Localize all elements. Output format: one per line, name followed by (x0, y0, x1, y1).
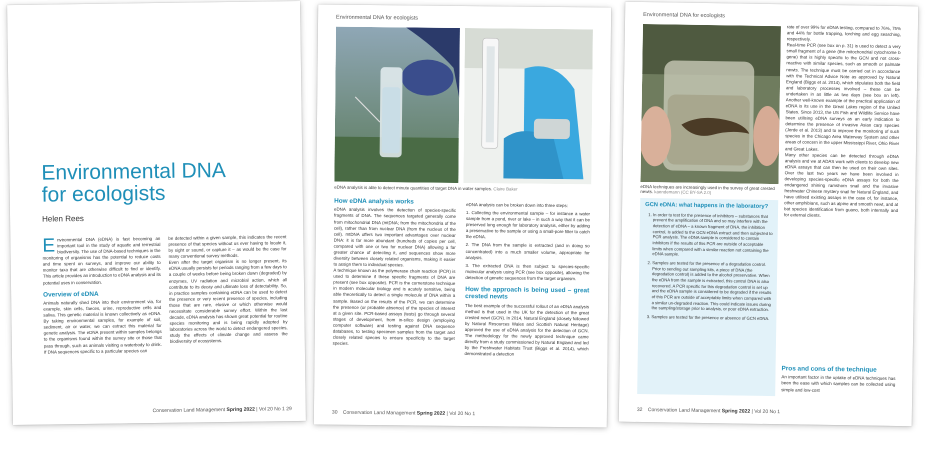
step-text-1: Collecting the environmental sample – for instance a water sample from a pond, river or lake – in such a way that it can be preserved long enough for laboratory analysis, either by adding a preservative to the sample or using a small-pore filter to catch the eDNA. (465, 210, 591, 240)
drop-cap: E (42, 235, 56, 257)
article-title (41, 160, 226, 207)
footer-issue: Spring 2022 (721, 408, 751, 415)
footer-journal: Conservation Land Management (342, 409, 416, 417)
page-footer: Conservation Land Management Spring 2022 | Vol 20 No 1 29 (152, 406, 292, 415)
section-heading-how: How eDNA analysis works (334, 197, 414, 206)
footer-volume: Vol 20 No 1 (754, 408, 781, 416)
filter-syringe-image (463, 28, 593, 184)
left-column (333, 193, 457, 350)
journal-page-30 (314, 4, 611, 427)
footer-journal: Conservation Land Management (647, 407, 721, 415)
newt-image (640, 24, 780, 184)
caption-credit: Claire Baker (493, 186, 518, 192)
step-text-3: The extracted DNA is then subject to species-specific molecular analysis using PCR (see box opposite), allowing the detection of genetic sequences from the target organism. (465, 262, 590, 282)
box-step-1: 1. In order to test for the presence of inhibitors – substances that prevent the amplification of DNA and so may interfere with the detection of eDNA – a known fragment of DNA, the inhibition control, is added to the GCN eDNA extract and then subjected to PCR analysis. The eDNA sample is considered to contain inhibitors if the results of this PCR are outside of acceptable limits when compared with a similar reaction not containing the eDNA sample. (652, 212, 773, 259)
photo-filter-syringe (463, 28, 593, 184)
overview-paragraph: Animals naturally shed DNA into their environment via, for example, skin cells, faeces, urine, reproductive cells and saliva. This genetic material is known collectively as eDNA. By taking environmental samples, for example of soil, sediment, air or water, we can extract this material for genetic analysis. The eDNA present within samples belongs to the organisms found within the survey site or those that pass through, such as animals visiting a waterbody to drink. If DNA sequences specific to a particular species can (43, 298, 162, 355)
step-number-2: 2. (465, 242, 472, 248)
box-step-2: 2. Samples are tested for the presence of a degradation control. Prior to sending out sampling kits, a piece of DNA (the degradation control) is added to the alcohol preservative. When the eDNA from the sample is extracted, this control DNA is also recovered. A PCR specific for this degradation control is set up and the eDNA sample is considered to be degraded if the results of this PCR are outside of acceptable limits when compared with a similar un-degraded reaction. This could indicate issues during the sampling/storage prior to analysis, or poor eDNA extraction. (651, 260, 772, 313)
step-1 (466, 210, 590, 242)
lab-process-box (637, 198, 778, 396)
pros-cons-body: An important factor in the uptake of eDNA techniques has been the ease with which samples can be collected using simple and low-cost (781, 374, 896, 393)
title-line-1: Environmental DNA (41, 159, 226, 185)
right-column (464, 202, 590, 361)
page-footer: 32 Conservation Land Management Spring 2022 | Vol 20 No 1 (636, 406, 781, 416)
footer-volume: Vol 20 No 1 (449, 410, 476, 418)
step-3 (465, 263, 589, 283)
steps-intro: eDNA analysis can be broken down into three steps: (466, 202, 568, 209)
footer-issue: Spring 2022 (416, 410, 446, 417)
page-number: 30 (331, 409, 338, 416)
footer-volume: Vol 20 No 1 (258, 406, 285, 413)
footer-journal: Conservation Land Management (152, 407, 226, 415)
photo-newt (640, 24, 780, 184)
page-number: 32 (636, 406, 643, 414)
journal-page-29 (7, 1, 306, 425)
pros-cons-section (781, 360, 896, 396)
running-head: Environmental DNA for ecologists (336, 14, 419, 22)
box-title: GCN eDNA: what happens in the laboratory? (645, 202, 769, 210)
section-heading-pros-cons: Pros and cons of the technique (781, 365, 877, 374)
page-footer: 30 Conservation Land Management Spring 2022 | Vol 20 No 1 (331, 409, 476, 418)
intro-paragraph (42, 236, 161, 286)
intro-text: nvironmental DNA (eDNA) is fast becoming an important tool in the study of aquatic and terrestrial biodiversity. The use of DNA-based techniques in the monitoring of organisms has the potential to reduce costs and time spent on surveys, and improve our ability to monitor taxa that are otherwise difficult to find or identify. This article provides an introduction to eDNA analysis and its potential uses in conservation. (42, 235, 161, 286)
step-text-2: The DNA from the sample is extracted (and in doing so concentrated) into a much smaller volume, appropriate for analysis. (465, 242, 590, 260)
step-number-1: 1. (466, 210, 472, 216)
footer-issue: Spring 2022 (226, 406, 255, 414)
water-sample-image (334, 27, 460, 183)
step-2 (466, 243, 590, 263)
running-head: Environmental DNA for ecologists (643, 12, 726, 20)
right-column: rate of over 99% for eDNA testing, compared to 76%, 75% and 44% for bottle trapping, torching and egg searching, respectively. Real-time PCR (see box on p. 31) is used to detect a very small fragment of a gene (the mitochondrial cytochrome b gene) that is highly specific to the GCN and not cross-reactive with similar species, such as smooth or palmate newts. The technique must be carried out in accordance with the Technical Advice Note as approved by Natural England (Biggs et al. 2014), which stipulates both the field and laboratory processes involved – these can be undertaken in as little as two days (see box on left). Another well-known example of the practical application of eDNA is its use in the Great Lakes region of the United States. Since 2013, the US Fish and Wildlife Service have been utilising eDNA surveys as an early indication to determine the presence of invasive Asian carp species (Jerde et al. 2013) and to improve the monitoring of such species in the Chicago Area Waterway System and other areas of concern in the upper Mississippi River, Ohio River and Great Lakes. Many other species can be detected through eDNA analysis and we at ADAS work with clients to develop new eDNA assays that can then be used on their own sites. Over the last two years we have been involved in developing species-specific eDNA assays for both the endangered shining ramshorn snail and the invasive freshwater Chinese mystery snail for Natural England, and have utilised existing assays in the case of, for instance, other amphibians, such as alpine and smooth newt, and at bat species identification from guano, both internally and for external clients. (783, 24, 901, 219)
title-line-2: for ecologists (41, 182, 166, 207)
photo-caption (334, 185, 589, 193)
box-steps (643, 212, 773, 322)
section-heading-overview: Overview of eDNA (43, 290, 99, 299)
page-number: 29 (286, 406, 292, 413)
photo-water-sample (334, 27, 460, 183)
steps-list (465, 210, 590, 282)
section-heading-gcn: How the approach is being used – great crested newts (465, 285, 590, 301)
gcn-body: The best example of the successful rollout of an eDNA analysis method is that used in the UK for the detection of the great crested newt (GCN). In 2014, Natural England (closely followed by Natural Resources Wales and Scottish Natural Heritage) approved the use of eDNA analysis for the detection of GCN. The methodology for the newly approved technique came directly from a study commissioned by Natural England and led by the Freshwater Habitats Trust (Biggs et al. 2014), which demonstrated a detection (464, 302, 590, 357)
second-column: be detected within a given sample, this indicates the recent presence of that species without us ever having to locate it, by sight or sound, or capture it – as would be the case for many conventional survey methods. Even after the target organism is no longer present, its eDNA usually persists for periods ranging from a few days to a couple of weeks before being broken down (degraded) by enzymes, UV radiation and microbial action, which all contribute to its decay and ultimate loss of detectability. So, in practice samples containing eDNA can be used to detect the presence or very recent presence of species, including those that are rare, elusive or which otherwise would necessitate considerable survey effort. Within the last decade, eDNA analysis has shown great potential for routine species monitoring and is being rapidly adopted by laboratories across the world to detect endangered species, study the effects of climate change and assess the biodiversity of ecosystems. (168, 234, 288, 345)
how-body: eDNA analysis involves the detection of species-specific fragments of DNA. The sequences targeted generally come from mitochondrial DNA (mtDNA; from the mitochondria of the cell), rather than from nuclear DNA (from the nucleus of the cell). mtDNA offers two important advantages over nuclear DNA: it is far more abundant (hundreds of copies per cell, compared with one or two for nuclear DNA) allowing a far greater chance of detecting it, and sequences show more diversity between closely related organisms, making it easier to assign them to individual species. A technique known as the polymerase chain reaction (PCR) is used to determine if these specific fragments of DNA are present (see box opposite). PCR is the cornerstone technique in modern molecular biology and is acutely sensitive, being able theoretically to detect a single molecule of DNA within a sample. Based on the results of the PCR, we can determine the presence (or probable absence) of the species of interest at a given site. PCR-based assays (tests) go through several stages of development, from in-silico design (employing computer software) and testing against DNA sequence databases, to testing specimen samples from the target and closely related species to ensure specificity to the target species. (332, 207, 457, 346)
intro-column (42, 236, 162, 357)
box-step-3: 3. Samples are tested for the presence or absence of GCN eDNA. (651, 314, 771, 322)
step-number-3: 3. (465, 262, 473, 268)
caption-text: eDNA analysis is able to detect minute quantities of target DNA in water samples. (334, 184, 493, 192)
article-author: Helen Rees (42, 214, 84, 224)
caption-credit: kaendemann (CC BY-SA 2.0) (654, 189, 712, 196)
photo-caption (640, 184, 780, 197)
journal-page-32 (619, 2, 919, 427)
caption-text: eDNA techniques are increasingly used in the survey of great crested newts. (640, 183, 775, 195)
